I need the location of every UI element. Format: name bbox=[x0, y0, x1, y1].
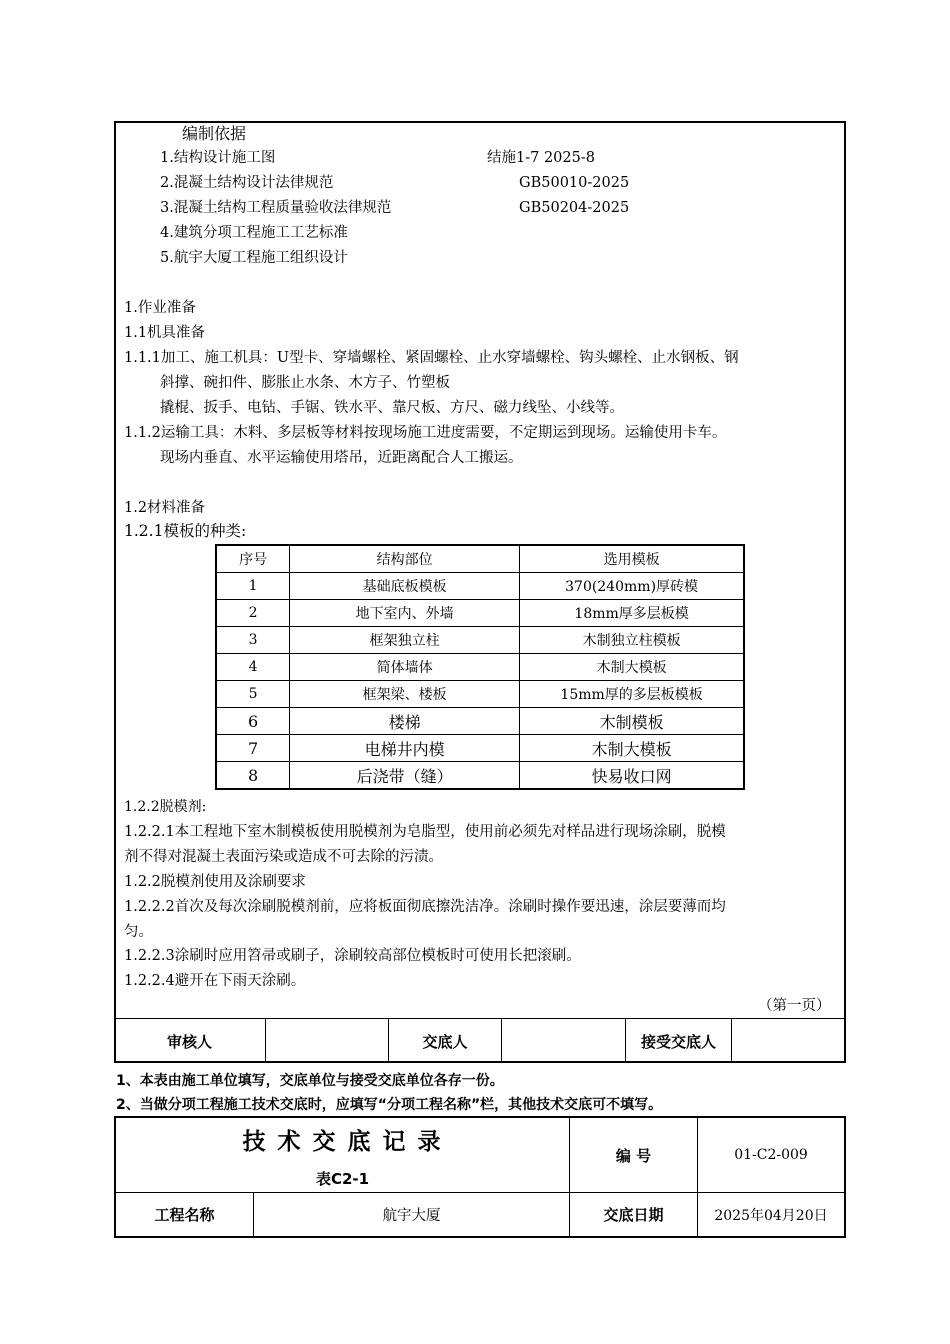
release-agent-p5: 1.2.2.4避开在下雨天涂刷。 bbox=[124, 973, 306, 989]
basis-item-3: 3.混凝土结构工程质量验收法律规范 bbox=[160, 200, 392, 216]
basis-item-3-code: GB50204-2025 bbox=[519, 200, 630, 216]
release-agent-p1-a: 1.2.2.1本工程地下室木制模板使用脱模剂为皂脂型，使用前必须先对样品进行现场涂刷，脱模 bbox=[124, 824, 726, 840]
basis-item-1: 1.结构设计施工图 bbox=[160, 150, 276, 166]
table-cell: 5 bbox=[216, 681, 290, 708]
table-cell: 木制模板 bbox=[520, 708, 744, 735]
table-row bbox=[216, 654, 744, 681]
disclosure-date-value: 2025年04月20日 bbox=[714, 1207, 828, 1224]
table-header-cell: 序号 bbox=[216, 545, 290, 573]
table-cell: 6 bbox=[216, 708, 290, 735]
table-cell: 8 bbox=[216, 762, 290, 790]
table-header-cell: 结构部位 bbox=[290, 545, 520, 573]
table-cell: 15mm厚的多层板模板 bbox=[520, 681, 744, 708]
table-row bbox=[216, 708, 744, 735]
table-header-row bbox=[216, 545, 744, 573]
note-1: 1、本表由施工单位填写，交底单位与接受交底单位各存一份。 bbox=[116, 1073, 504, 1089]
table-cell: 地下室内、外墙 bbox=[290, 600, 520, 627]
table-row bbox=[216, 600, 744, 627]
basis-title: 编制依据 bbox=[182, 124, 247, 143]
section-1-1-2-line-b: 现场内垂直、水平运输使用塔吊，近距离配合人工搬运。 bbox=[160, 450, 523, 466]
table-row bbox=[216, 735, 744, 762]
release-agent-title: 1.2.2脱模剂: bbox=[124, 799, 207, 815]
project-name-label: 工程名称 bbox=[116, 1193, 254, 1236]
formwork-types-table bbox=[215, 544, 745, 790]
basis-item-1-code: 结施1-7 2025-8 bbox=[487, 150, 595, 166]
disclosure-date-label: 交底日期 bbox=[570, 1193, 698, 1236]
table-cell: 木制大模板 bbox=[520, 654, 744, 681]
record-header-box bbox=[114, 1116, 846, 1238]
reviewer-field[interactable] bbox=[266, 1019, 389, 1063]
release-agent-p2: 1.2.2脱模剂使用及涂刷要求 bbox=[124, 874, 306, 890]
section-1-2-1-title: 1.2.1模板的种类: bbox=[124, 522, 247, 540]
reviewer-label: 审核人 bbox=[114, 1019, 266, 1063]
title-cell bbox=[116, 1118, 570, 1193]
table-cell: 楼梯 bbox=[290, 708, 520, 735]
basis-item-4: 4.建筑分项工程施工工艺标准 bbox=[160, 225, 348, 241]
basis-item-2-code: GB50010-2025 bbox=[519, 175, 630, 191]
receiver-label: 接受交底人 bbox=[626, 1019, 732, 1063]
table-cell: 框架独立柱 bbox=[290, 627, 520, 654]
section-1-title: 1.作业准备 bbox=[124, 300, 196, 316]
section-1-2-title: 1.2材料准备 bbox=[124, 500, 206, 516]
section-1-1-1-line-b: 斜撑、碗扣件、膨胀止水条、木方子、竹塑板 bbox=[160, 375, 450, 391]
section-1-1-1-line-a: 1.1.1加工、施工机具：U型卡、穿墙螺栓、紧固螺栓、止水穿墙螺栓、钩头螺栓、止水钢板、钢 bbox=[124, 350, 739, 366]
page-label: （第一页） bbox=[758, 998, 831, 1014]
table-cell: 后浇带（缝） bbox=[290, 762, 520, 790]
table-cell: 木制独立柱模板 bbox=[520, 627, 744, 654]
table-cell: 370(240mm)厚砖模 bbox=[520, 573, 744, 600]
release-agent-p1-b: 剂不得对混凝土表面污染或造成不可去除的污渍。 bbox=[124, 849, 443, 865]
release-agent-p3-b: 匀。 bbox=[124, 924, 153, 940]
release-agent-p4: 1.2.2.3涂刷时应用笤帚或刷子，涂刷较高部位模板时可使用长把滚刷。 bbox=[124, 948, 581, 964]
table-cell: 3 bbox=[216, 627, 290, 654]
table-cell: 木制大模板 bbox=[520, 735, 744, 762]
discloser-field[interactable] bbox=[502, 1019, 626, 1063]
project-name-value: 航宇大厦 bbox=[254, 1193, 570, 1236]
table-cell: 18mm厚多层板模 bbox=[520, 600, 744, 627]
table-cell: 7 bbox=[216, 735, 290, 762]
table-cell: 简体墙体 bbox=[290, 654, 520, 681]
table-cell: 电梯井内模 bbox=[290, 735, 520, 762]
table-cell: 2 bbox=[216, 600, 290, 627]
number-label: 编 号 bbox=[570, 1118, 698, 1193]
section-1-1-1-line-c: 撬棍、扳手、电钻、手锯、铁水平、靠尺板、方尺、磁力线坠、小线等。 bbox=[160, 400, 624, 416]
number-value: 01-C2-009 bbox=[698, 1118, 844, 1193]
discloser-label: 交底人 bbox=[389, 1019, 502, 1063]
table-row bbox=[216, 762, 744, 790]
section-1-1-title: 1.1机具准备 bbox=[124, 325, 206, 341]
table-cell: 4 bbox=[216, 654, 290, 681]
section-1-1-2-line-a: 1.1.2运输工具：木料、多层板等材料按现场施工进度需要，不定期运到现场。运输使用卡车。 bbox=[124, 425, 727, 441]
table-row bbox=[216, 681, 744, 708]
note-2: 2、当做分项工程施工技术交底时，应填写“分项工程名称”栏，其他技术交底可不填写。 bbox=[116, 1097, 663, 1113]
basis-item-5: 5.航宇大厦工程施工组织设计 bbox=[160, 250, 348, 266]
table-cell: 1 bbox=[216, 573, 290, 600]
form-number: 表C2-1 bbox=[315, 1170, 370, 1188]
table-cell: 框架梁、楼板 bbox=[290, 681, 520, 708]
table-cell: 基础底板模板 bbox=[290, 573, 520, 600]
signature-row bbox=[114, 1018, 846, 1063]
record-title: 技 术 交 底 记 录 bbox=[242, 1129, 443, 1155]
release-agent-p3-a: 1.2.2.2首次及每次涂刷脱模剂前，应将板面彻底擦洗洁净。涂刷时操作要迅速，涂层要薄而均 bbox=[124, 899, 726, 915]
table-row bbox=[216, 627, 744, 654]
table-cell: 快易收口网 bbox=[520, 762, 744, 790]
receiver-field[interactable] bbox=[732, 1019, 846, 1063]
table-header-cell: 选用模板 bbox=[520, 545, 744, 573]
basis-item-2: 2.混凝土结构设计法律规范 bbox=[160, 175, 334, 191]
table-row bbox=[216, 573, 744, 600]
